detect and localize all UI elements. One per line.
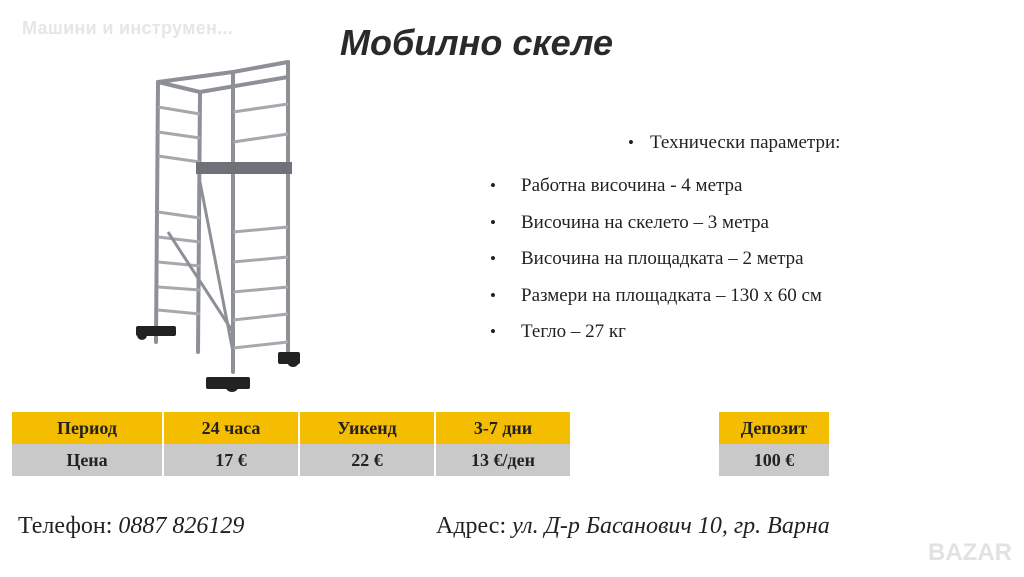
table-cell: 13 €/ден xyxy=(436,444,570,476)
spec-item-text: Височина на скелето – 3 метра xyxy=(521,211,769,233)
spec-item xyxy=(490,278,960,315)
watermark-text: Машини и инструмен... xyxy=(22,18,234,38)
spec-item-text: Работна височина - 4 метра xyxy=(521,175,743,197)
platform xyxy=(196,162,292,174)
bullet-icon: • xyxy=(490,285,496,305)
spec-item xyxy=(490,205,960,242)
table-header-cell: Уикенд xyxy=(300,412,434,444)
spec-item-text: Височина на площадката – 2 метра xyxy=(521,248,804,270)
bullet-icon: • xyxy=(628,133,634,152)
ladder-rungs xyxy=(158,104,288,348)
price-table-header-row xyxy=(12,412,570,444)
spec-item xyxy=(490,168,960,205)
page-title: Мобилно скеле xyxy=(340,22,614,63)
scaffold-image xyxy=(128,52,320,402)
deposit-value-row xyxy=(719,444,829,476)
price-table-value-row xyxy=(12,444,570,476)
deposit-table xyxy=(717,412,831,476)
bullet-icon: • xyxy=(490,212,496,232)
phone-label: Телефон: xyxy=(18,513,113,539)
table-cell: 17 € xyxy=(164,444,298,476)
table-header-cell: Депозит xyxy=(719,412,829,444)
address-label: Адрес: xyxy=(436,513,507,539)
brand-watermark: BAZAR xyxy=(928,539,1012,566)
phone-number: 0887 826129 xyxy=(118,513,245,539)
phone-line xyxy=(18,513,244,540)
technical-specs xyxy=(490,132,960,351)
table-header-cell: Период xyxy=(12,412,162,444)
price-table xyxy=(10,412,572,476)
bullet-icon: • xyxy=(490,176,496,196)
specs-heading-text: Технически параметри: xyxy=(650,132,841,153)
spec-item-text: Тегло – 27 кг xyxy=(521,321,626,343)
table-header-cell: 24 часа xyxy=(164,412,298,444)
table-header-cell: 3-7 дни xyxy=(436,412,570,444)
deposit-header-row xyxy=(719,412,829,444)
address-line xyxy=(436,513,830,540)
specs-heading xyxy=(628,132,960,154)
spec-item xyxy=(490,314,960,351)
spec-item-text: Размери на площадката – 130 х 60 см xyxy=(521,284,822,306)
address-value: ул. Д-р Басанович 10, гр. Варна xyxy=(512,513,830,539)
table-cell: 22 € xyxy=(300,444,434,476)
bullet-icon: • xyxy=(490,322,496,342)
table-cell: 100 € xyxy=(719,444,829,476)
table-cell: Цена xyxy=(12,444,162,476)
bullet-icon: • xyxy=(490,249,496,269)
spec-item xyxy=(490,241,960,278)
